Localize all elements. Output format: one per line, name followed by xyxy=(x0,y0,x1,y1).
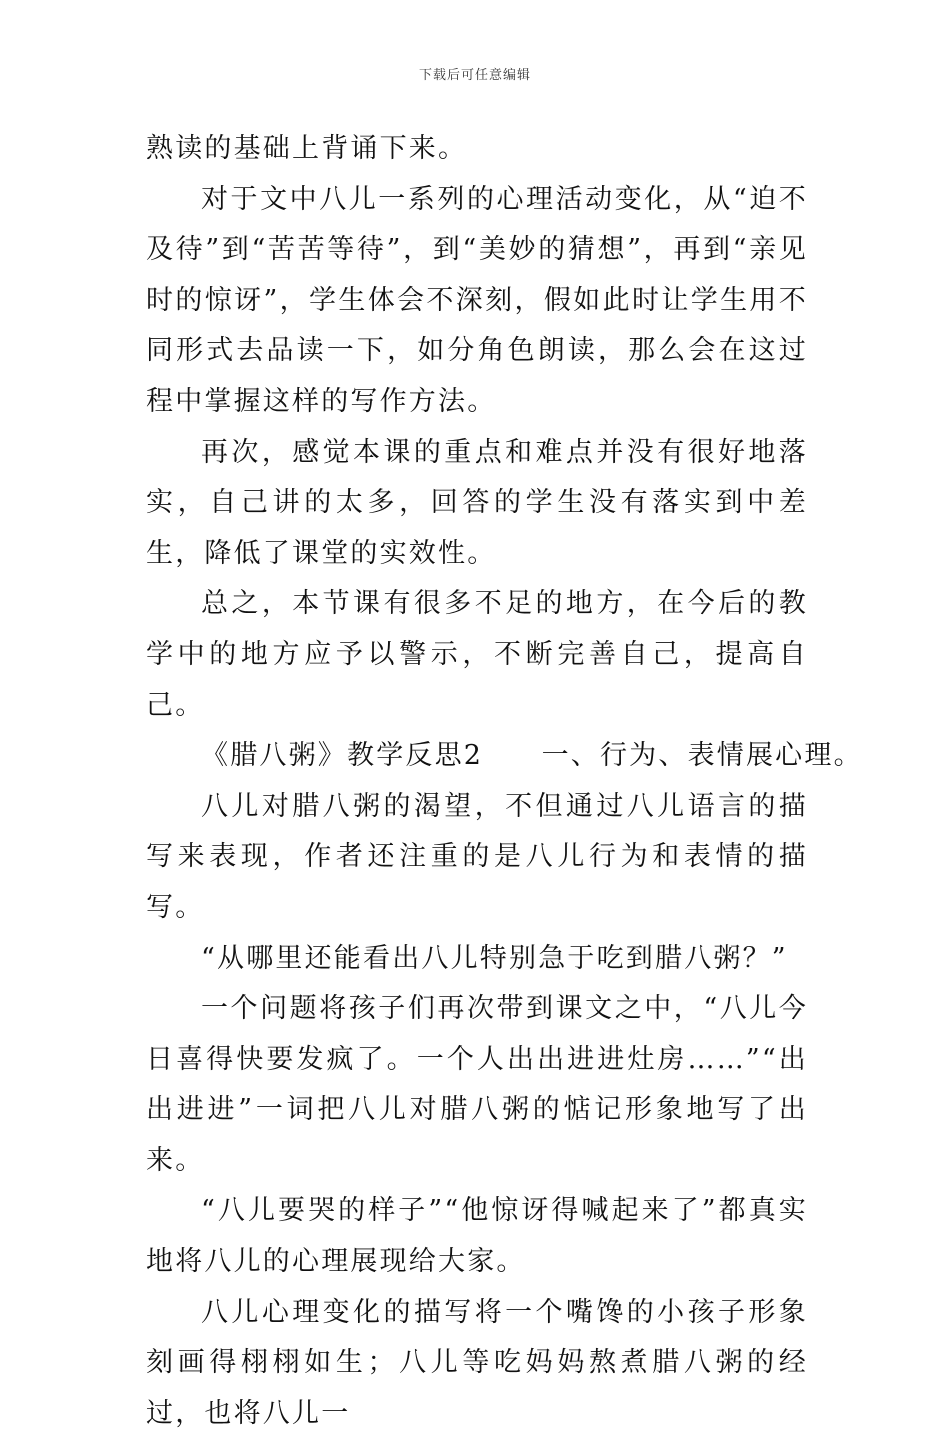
paragraph-8: “八儿要哭的样子”“他惊讶得喊起来了”都真实地将八儿的心理展现给大家。 xyxy=(146,1195,808,1278)
paragraph-6: “从哪里还能看出八儿特别急于吃到腊八粥？” xyxy=(201,942,788,974)
paragraph-5: 八儿对腊八粥的渴望，不但通过八儿语言的描写来表现，作者还注重的是八儿行为和表情的描写。 xyxy=(146,790,808,923)
paragraph-2: 对于文中八儿一系列的心理活动变化，从“迫不及待”到“苦苦等待”，到“美妙的猜想”，再到“亲见时的惊讶”，学生体会不深刻，假如此时让学生用不同形式去品读一下，如分角色朗读，那么会在这过程中掌握这样的写作方法。 xyxy=(146,183,808,417)
paragraph-9: 八儿心理变化的描写将一个嘴馋的小孩子形象刻画得栩栩如生；八儿等吃妈妈熬煮腊八粥的经过，也将八儿一 xyxy=(146,1296,808,1429)
paragraph-4: 总之，本节课有很多不足的地方，在今后的教学中的地方应予以警示，不断完善自己，提高自己。 xyxy=(146,588,808,721)
section-heading: 《腊八粥》教学反思2 一、行为、表情展心理。 xyxy=(201,740,863,772)
document-body xyxy=(146,124,863,1439)
paragraph-3: 再次，感觉本课的重点和难点并没有很好地落实，自己讲的太多，回答的学生没有落实到中差生，降低了课堂的实效性。 xyxy=(146,436,808,569)
page-header: 下载后可任意编辑 xyxy=(418,68,531,83)
paragraph-7: 一个问题将孩子们再次带到课文之中，“八儿今日喜得快要发疯了。一个人出出进进灶房……”“出出进进”一词把八儿对腊八粥的惦记形象地写了出来。 xyxy=(146,993,808,1176)
paragraph-1: 熟读的基础上背诵下来。 xyxy=(146,133,468,164)
